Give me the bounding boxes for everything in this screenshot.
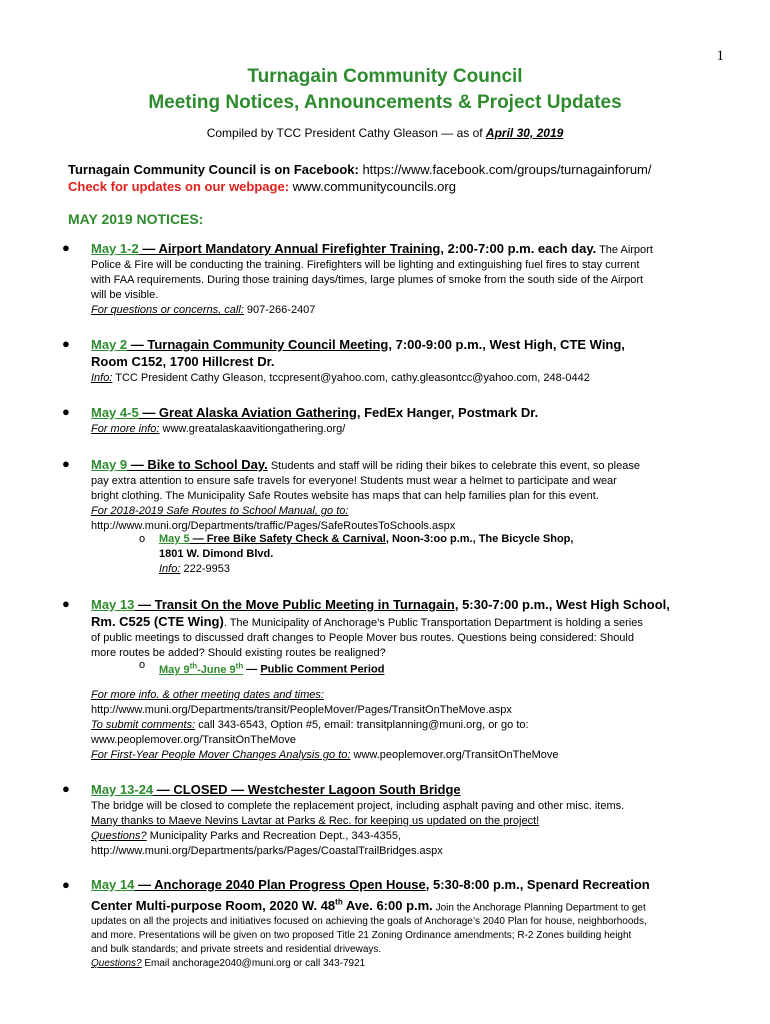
contact-label: Info: bbox=[91, 372, 113, 384]
bullet-icon: ● bbox=[62, 596, 70, 611]
sub-date-start-sup: th bbox=[189, 661, 198, 670]
sub-date: May 5 bbox=[159, 533, 190, 545]
notice-item bbox=[91, 597, 731, 661]
bullet-icon: ● bbox=[62, 404, 70, 419]
notice-title: — Great Alaska Aviation Gathering bbox=[138, 405, 357, 420]
page-number: 1 bbox=[716, 48, 724, 64]
notice-date: May 2 bbox=[91, 337, 128, 352]
sub-date-end-sup: th bbox=[235, 661, 244, 670]
notice-details: Rm. C525 (CTE Wing) bbox=[91, 614, 224, 629]
notice-body: updates on all the projects and initiatives focused on achieving the goals of Anchorage’s 2040 Plan for house, neighborhoods, bbox=[91, 916, 647, 928]
notice-details: , 5:30-8:00 p.m., Spenard Recreation bbox=[425, 877, 650, 892]
sub-date-start: May 9 bbox=[159, 663, 190, 676]
submit-label: To submit comments: bbox=[91, 719, 196, 731]
sub-info-value: 222-9953 bbox=[180, 563, 230, 575]
compiled-prefix: Compiled by TCC President Cathy Gleason — as of bbox=[206, 126, 486, 140]
notice-body: Police & Fire will be conducting the training. Firefighters will be lighting and extinguishing fuel fires to stay current bbox=[91, 259, 640, 271]
facebook-line bbox=[68, 162, 652, 177]
notice-item bbox=[91, 878, 731, 971]
notice-body: . The Municipality of Anchorage’s Public Transportation Department is holding a series bbox=[223, 617, 643, 629]
bullet-icon: ● bbox=[62, 336, 70, 351]
sub-title: Public Comment Period bbox=[260, 663, 385, 676]
notice-details: Room C152, 1700 Hillcrest Dr. bbox=[91, 354, 275, 369]
notice-date: May 4-5 bbox=[91, 405, 139, 420]
notice-body: Many thanks to Maeve Nevins Lavtar at Parks & Rec. for keeping us updated on the project! bbox=[91, 815, 540, 827]
notice-body: pay extra attention to ensure safe travels for everyone! Students must wear a helmet to participate and wear bbox=[91, 475, 617, 487]
notice-body: and more. Presentations will be given on two proposed Title 21 Zoning Ordinance amendments; R-2 Zones building height bbox=[91, 930, 632, 942]
more-info-label: For more info. & other meeting dates and times: bbox=[91, 689, 324, 701]
notice-date: May 14 bbox=[91, 877, 135, 892]
contact-label: For questions or concerns, call: bbox=[91, 304, 244, 316]
sub-title: — Free Bike Safety Check & Carnival bbox=[189, 533, 386, 545]
contact-label: Questions? bbox=[91, 958, 142, 970]
notice-body: The bridge will be closed to complete the replacement project, including asphalt paving and other misc. items. bbox=[91, 800, 625, 812]
notice-body: Students and staff will be riding their bikes to celebrate this event, so please bbox=[267, 460, 640, 472]
title-line-2: Meeting Notices, Announcements & Project Updates bbox=[148, 92, 622, 113]
contact-value[interactable]: http://www.muni.org/Departments/traffic/Pages/SafeRoutesToSchools.aspx bbox=[91, 520, 456, 532]
notice-item bbox=[91, 457, 731, 534]
notice-title: — Transit On the Move Public Meeting in Turnagain bbox=[134, 597, 455, 612]
notice-item bbox=[91, 241, 731, 318]
analysis-label: For First-Year People Mover Changes Analysis go to: bbox=[91, 749, 351, 761]
compiled-by-line bbox=[0, 126, 770, 140]
notice-body: Join the Anchorage Planning Department to get bbox=[432, 902, 646, 914]
notice-body: and bulk standards; and private streets and residential driveways. bbox=[91, 944, 382, 956]
notice-details: Center Multi-purpose Room, 2020 W. 48 bbox=[91, 898, 336, 914]
notice-item bbox=[91, 405, 731, 437]
notice-body: The Airport bbox=[596, 244, 653, 256]
notice-title: — Anchorage 2040 Plan Progress Open House bbox=[134, 877, 426, 892]
submit-url[interactable]: www.peoplemover.org/TransitOnTheMove bbox=[91, 734, 297, 746]
bullet-icon: ● bbox=[62, 240, 70, 255]
sub-details: , Noon-3:oo p.m., The Bicycle Shop, bbox=[385, 533, 574, 545]
section-heading: MAY 2019 NOTICES: bbox=[68, 211, 204, 227]
analysis-url[interactable]: www.peoplemover.org/TransitOnTheMove bbox=[350, 749, 559, 761]
webpage-label: Check for updates on our webpage: bbox=[68, 179, 290, 194]
contact-value: TCC President Cathy Gleason, tccpresent@yahoo.com, cathy.gleasontcc@yahoo.com, 248-0442 bbox=[112, 372, 590, 384]
notice-item bbox=[91, 782, 731, 859]
notice-title: — Airport Mandatory Annual Firefighter Training bbox=[138, 241, 441, 256]
notice-date: May 13 bbox=[91, 597, 135, 612]
notice-body: with FAA requirements. During those training days/times, large plumes of smoke from the south side of the Airport bbox=[91, 274, 644, 286]
bullet-icon: ● bbox=[62, 877, 70, 892]
contact-label: For 2018-2019 Safe Routes to School Manual, go to: bbox=[91, 505, 349, 517]
notice-details: , 5:30-7:00 p.m., West High School, bbox=[454, 597, 670, 612]
title-line-1: Turnagain Community Council bbox=[247, 66, 523, 87]
notice-details: , FedEx Hanger, Postmark Dr. bbox=[356, 405, 539, 420]
facebook-label: Turnagain Community Council is on Facebook: bbox=[68, 162, 359, 177]
notice-title: — CLOSED — Westchester Lagoon South Bridge bbox=[153, 782, 461, 797]
sub-info-label: Info: bbox=[159, 563, 181, 575]
notice-title: — Turnagain Community Council Meeting bbox=[127, 337, 389, 352]
sub-bullet-icon: o bbox=[139, 533, 146, 545]
sub-date-end: -June 9 bbox=[197, 663, 236, 676]
notice-title: — Bike to School Day. bbox=[127, 457, 268, 472]
webpage-line bbox=[68, 179, 456, 194]
notice-details: Ave. 6:00 p.m. bbox=[342, 898, 433, 914]
sub-address: 1801 W. Dimond Blvd. bbox=[159, 548, 274, 560]
notice-details: , 2:00-7:00 p.m. each day. bbox=[440, 241, 597, 256]
notice-date: May 9 bbox=[91, 457, 128, 472]
notice-date: May 1-2 bbox=[91, 241, 139, 256]
notice-details: , 7:00-9:00 p.m., West High, CTE Wing, bbox=[388, 337, 625, 352]
contact-label: Questions? bbox=[91, 830, 147, 842]
notice-body: of public meetings to discussed draft changes to People Mover bus routes. Questions being considered: Should bbox=[91, 632, 634, 644]
contact-value: Email anchorage2040@muni.org or call 343-7921 bbox=[141, 958, 366, 970]
submit-text: call 343-6543, Option #5, email: transitplanning@muni.org, or go to: bbox=[195, 719, 529, 731]
notice-body: more routes be added? Should existing routes be realigned? bbox=[91, 647, 386, 659]
compiled-date: April 30, 2019 bbox=[485, 126, 564, 140]
notice-body: bright clothing. The Municipality Safe Routes website has maps that can help families plan for this event. bbox=[91, 490, 599, 502]
contact-url[interactable]: http://www.muni.org/Departments/parks/Pages/CoastalTrailBridges.aspx bbox=[91, 845, 443, 857]
notice-links bbox=[91, 688, 731, 763]
contact-value[interactable]: www.greatalaskaavitiongathering.org/ bbox=[159, 423, 346, 435]
facebook-url[interactable]: https://www.facebook.com/groups/turnagainforum/ bbox=[358, 162, 652, 177]
sub-dash: — bbox=[243, 663, 261, 676]
sub-item bbox=[139, 658, 384, 678]
bullet-icon: ● bbox=[62, 781, 70, 796]
sub-bullet-icon: o bbox=[139, 659, 146, 671]
notice-body: will be visible. bbox=[91, 289, 159, 301]
sub-item bbox=[139, 532, 573, 577]
contact-label: For more info: bbox=[91, 423, 160, 435]
bullet-icon: ● bbox=[62, 456, 70, 471]
webpage-url[interactable]: www.communitycouncils.org bbox=[289, 179, 456, 194]
contact-value: 907-266-2407 bbox=[243, 304, 316, 316]
notice-details-sup: th bbox=[335, 898, 343, 907]
notice-item bbox=[91, 337, 731, 386]
notice-date: May 13-24 bbox=[91, 782, 154, 797]
contact-value: Municipality Parks and Recreation Dept., 343-4355, bbox=[146, 830, 402, 842]
more-info-url[interactable]: http://www.muni.org/Departments/transit/PeopleMover/Pages/TransitOnTheMove.aspx bbox=[91, 704, 512, 716]
